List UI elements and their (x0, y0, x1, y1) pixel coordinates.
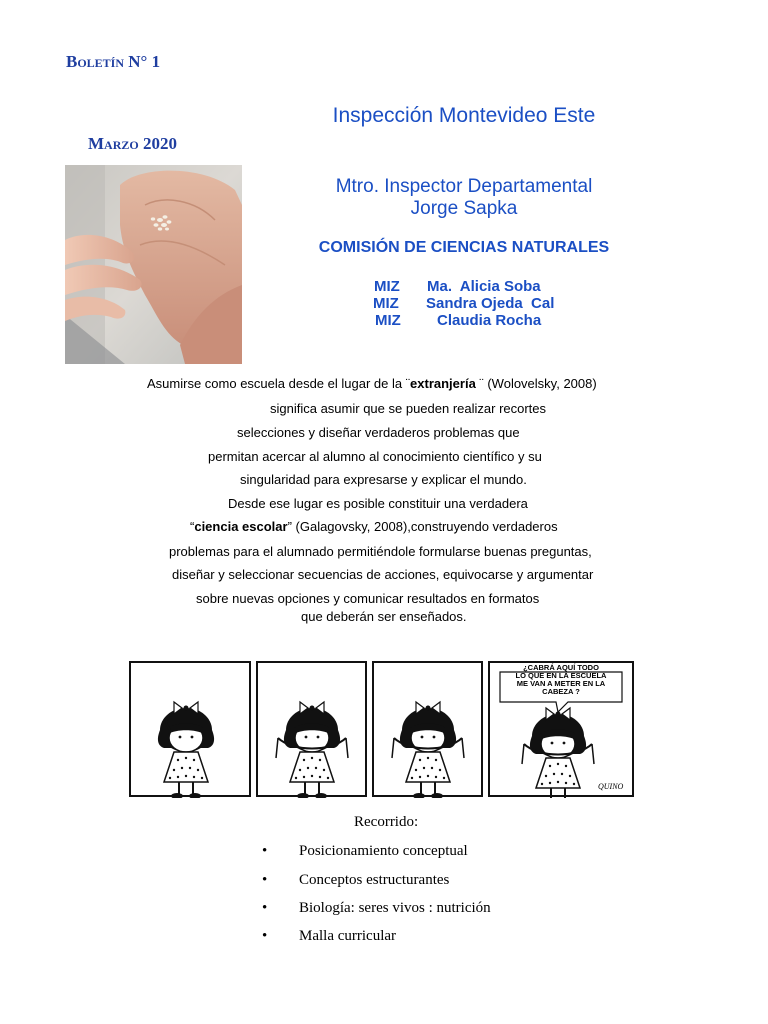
recorrido-title: Recorrido: (354, 814, 419, 830)
bubble-line: LO QUE EN LA ESCUELA (515, 671, 607, 680)
emphasis-ciencia-escolar: ciencia escolar (194, 519, 288, 534)
member-prefix: MIZ (373, 295, 399, 312)
paragraph-text: ” (Galagovsky, 2008),construyendo verdaderos (287, 519, 558, 534)
list-item-text: Malla curricular (299, 928, 397, 944)
paragraph-line (190, 519, 558, 534)
member-name: Ma. Alicia Soba (427, 278, 541, 295)
inspector-role: Mtro. Inspector Departamental (335, 176, 593, 197)
paragraph-line: diseñar y seleccionar secuencias de acciones, equivocarse y argumentar (172, 567, 594, 582)
bullet-icon: • (262, 843, 268, 859)
bulletin-number: Boletín N° 1 (66, 52, 161, 71)
paragraph-line: permitan acercar al alumno al conocimiento científico y su (208, 449, 542, 464)
member-name: Sandra Ojeda Cal (426, 295, 555, 312)
paragraph-line: significa asumir que se pueden realizar recortes (270, 401, 547, 416)
hands-photo (65, 165, 242, 364)
bulletin-date: Marzo 2020 (88, 134, 177, 153)
paragraph-line (147, 376, 597, 391)
paragraph-line: selecciones y diseñar verdaderos problemas que (237, 425, 520, 440)
hands-photo-illustration (65, 165, 242, 364)
inspector-name: Jorge Sapka (410, 198, 518, 219)
paragraph-text: ¨ (Wolovelsky, 2008) (475, 376, 597, 391)
bullet-icon: • (262, 928, 268, 944)
speech-bubble-text (500, 664, 622, 696)
bubble-line: ¿CABRÁ AQUÍ TODO (523, 663, 599, 672)
paragraph-text: “ (190, 519, 195, 534)
author-signature: QUINO (598, 782, 624, 791)
emphasis-extranjeria: extranjería (410, 376, 476, 391)
list-item-text: Conceptos estructurantes (299, 872, 450, 888)
paragraph-line: Desde ese lugar es posible constituir una verdadera (228, 496, 528, 511)
member-name: Claudia Rocha (437, 312, 542, 329)
paragraph-line: que deberán ser enseñados. (301, 609, 467, 624)
commission-title: COMISIÓN DE CIENCIAS NATURALES (318, 239, 610, 256)
list-item-text: Biología: seres vivos : nutrición (299, 900, 491, 916)
member-prefix: MIZ (375, 312, 401, 329)
paragraph-line: sobre nuevas opciones y comunicar resultados en formatos (196, 591, 540, 606)
page-title: Inspección Montevideo Este (332, 104, 596, 127)
paragraph-text: Asumirse como escuela desde el lugar de la ¨ (147, 376, 411, 391)
bullet-icon: • (262, 872, 268, 888)
bubble-line: CABEZA ? (542, 687, 580, 696)
paragraph-line: problemas para el alumnado permitiéndole formularse buenas preguntas, (169, 544, 592, 559)
member-prefix: MIZ (374, 278, 400, 295)
list-item-text: Posicionamiento conceptual (299, 843, 468, 859)
paragraph-line: singularidad para expresarse y explicar el mundo. (240, 472, 527, 487)
bubble-line: ME VAN A METER EN LA (516, 679, 606, 688)
bullet-icon: • (262, 900, 268, 916)
inspector-block (260, 176, 668, 220)
comic-strip (128, 660, 636, 798)
